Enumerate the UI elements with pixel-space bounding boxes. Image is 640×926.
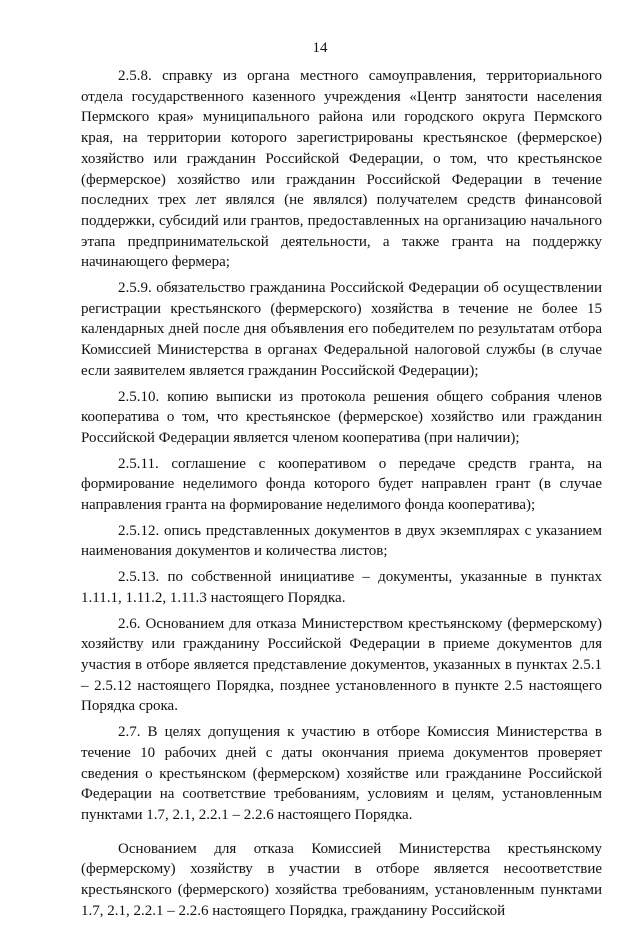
page-number: 14	[312, 40, 328, 56]
paragraph-2-5-9: 2.5.9. обязательство гражданина Российской Федерации об осуществлении регистрации крестьянского (фермерского) хозяйства в течение не более 15 календарных дней после дня объявления его победителем по результатам отбора Комиссией Министерства в органах Федеральной налоговой службы (в случае если заявителем является гражданин Российской Федерации);	[81, 280, 602, 379]
paragraph-2-5-12: 2.5.12. опись представленных документов в двух экземплярах с указанием наименования документов и количества листов;	[81, 522, 602, 560]
paragraph-2-5-11: 2.5.11. соглашение с кооперативом о передаче средств гранта, на формирование неделимого фонда которого будет направлен грант (в случае направления гранта на формирование неделимого фонда кооператива);	[81, 455, 602, 514]
paragraph-2-5-13: 2.5.13. по собственной инициативе – документы, указанные в пунктах 1.11.1, 1.11.2, 1.11.3 настоящего Порядка.	[81, 569, 602, 606]
paragraph-2-7: 2.7. В целях допущения к участию в отборе Комиссия Министерства в течение 10 рабочих дней с даты окончания приема документов проверяет сведения о крестьянском (фермерском) хозяйстве или гражданине Российской Федерации на соответствие требованиям, условиям и целям, установленным пунктами 1.7, 2.1, 2.2.1 – 2.2.6 настоящего Порядка.	[81, 724, 602, 823]
paragraph-refusal-grounds: Основанием для отказа Комиссией Министерства крестьянскому (фермерскому) хозяйству в участии в отборе является несоответствие крестьянского (фермерского) хозяйства требованиям, установленным пунктами 1.7, 2.1, 2.2.1 – 2.2.6 настоящего Порядка, гражданину Российской	[81, 840, 602, 919]
paragraph-2-6: 2.6. Основанием для отказа Министерством крестьянскому (фермерскому) хозяйству или гражданину Российской Федерации в приеме документов для участия в отборе является представление документов, указанных в пунктах 2.5.1 – 2.5.12 настоящего Порядка, позднее установленного в пункте 2.5 настоящего Порядка срока.	[81, 615, 602, 715]
document-body	[81, 66, 602, 926]
paragraph-2-5-8: 2.5.8. справку из органа местного самоуправления, территориального отдела государственного казенного учреждения «Центр занятости населения Пермского края» муниципального района или городского округа Пермского края, на территории которого зарегистрированы крестьянское (фермерское) хозяйство или гражданин Российской Федерации, о том, что крестьянское (фермерское) хозяйство или гражданин Российской Федерации в течение последних трех лет являлся (не являлся) получателем средств финансовой поддержки, субсидий или грантов, предоставленных на организацию начального этапа предпринимательской деятельности, а также гранта на поддержку начинающего фермера;	[81, 68, 602, 271]
paragraph-2-5-10: 2.5.10. копию выписки из протокола решения общего собрания членов кооператива о том, что крестьянское (фермерское) хозяйство или гражданин Российской Федерации является членом кооператива (при наличии);	[81, 388, 602, 446]
